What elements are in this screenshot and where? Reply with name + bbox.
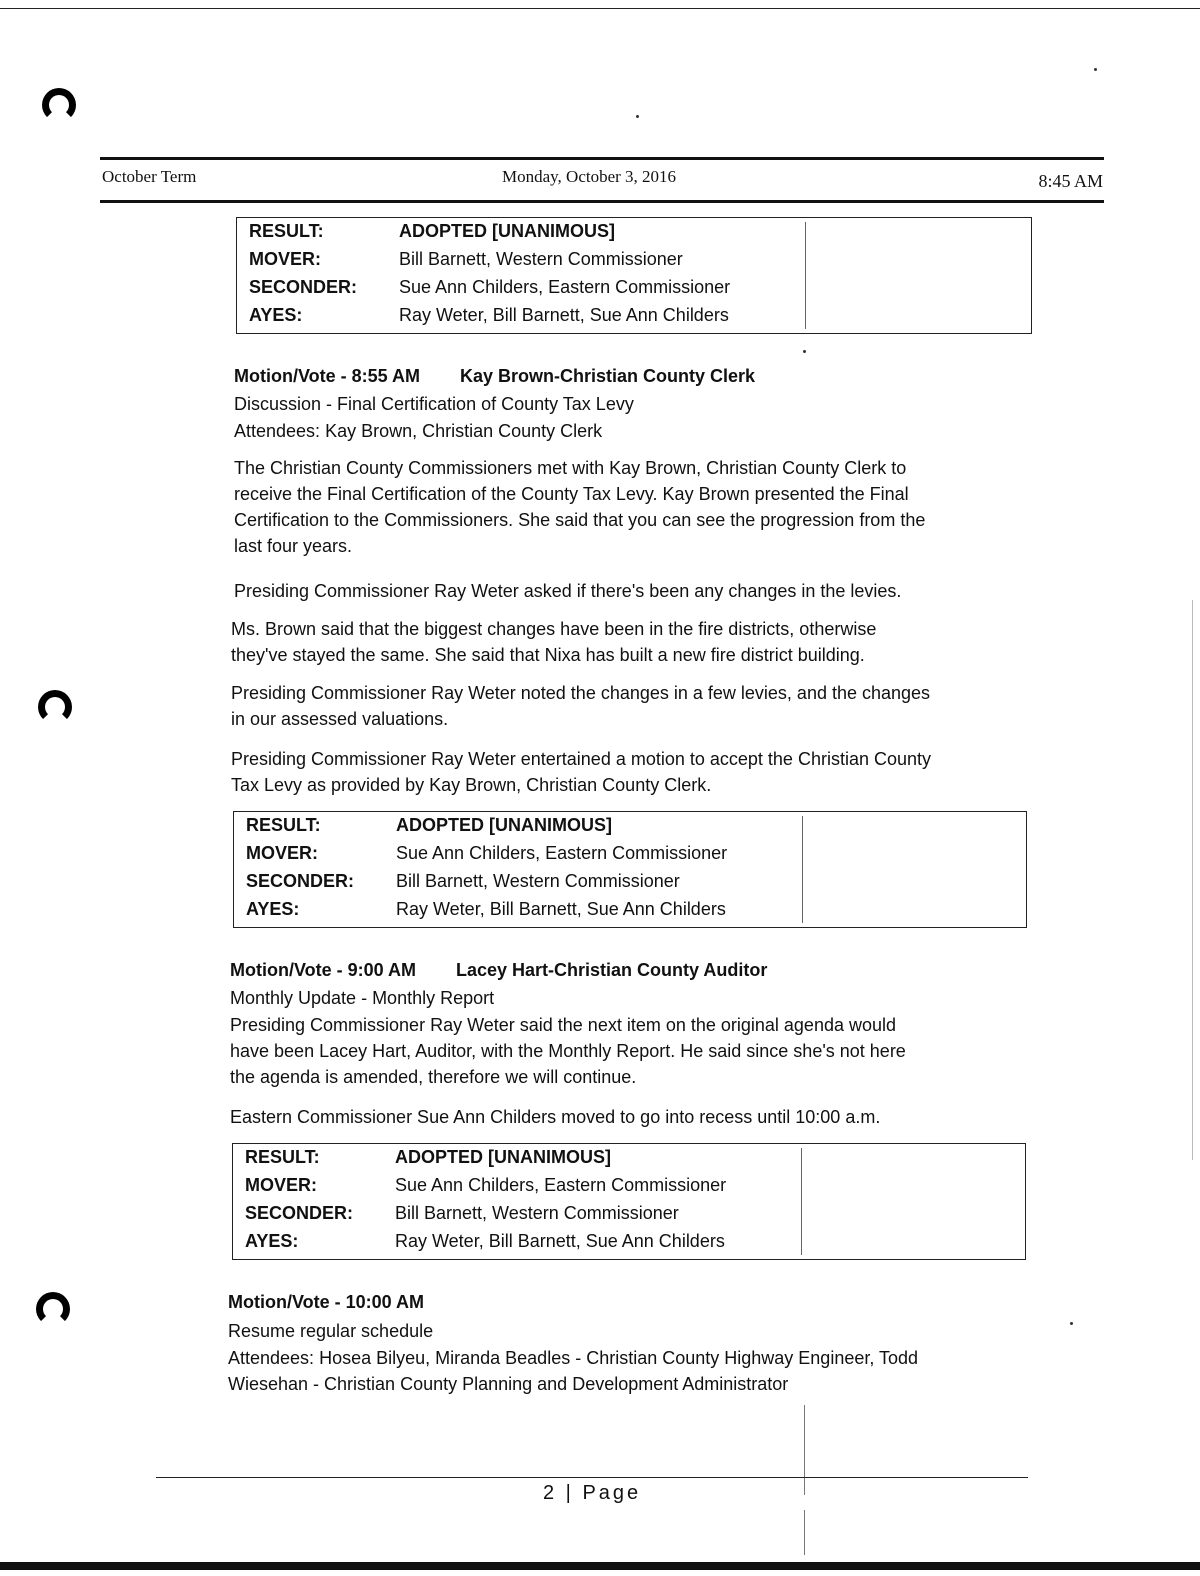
seconder-label: SECONDER: [249,277,358,297]
result-label: RESULT: [246,815,321,835]
paragraph [234,455,925,559]
ayes-label: AYES: [246,899,300,919]
result-value: ADOPTED [UNANIMOUS] [399,221,615,241]
page-footer [543,1482,641,1505]
scan-dash [804,1510,805,1555]
paragraph [230,1012,906,1090]
attendees-line: Attendees: Kay Brown, Christian County Clerk [234,421,603,441]
motion-vote-label: Motion/Vote - 9:00 AM [230,960,416,980]
paragraph-line: Presiding Commissioner Ray Weter asked if there's been any changes in the levies. [234,581,902,601]
punch-hole-icon [38,690,72,724]
mover-label: MOVER: [249,249,321,269]
paragraph [231,746,931,798]
punch-hole-icon [42,88,76,122]
motion-vote-label: Motion/Vote - 10:00 AM [228,1292,425,1312]
seconder-value: Bill Barnett, Western Commissioner [395,1203,679,1223]
mover-label: MOVER: [246,843,318,863]
paragraph-line: receive the Final Certification of the County Tax Levy. Kay Brown presented the Final [234,484,909,504]
section-heading [234,366,755,387]
result-value: ADOPTED [UNANIMOUS] [395,1147,611,1167]
resume-line: Resume regular schedule [228,1321,434,1341]
paragraph [231,616,876,668]
scan-speck [803,350,806,353]
seconder-label: SECONDER: [245,1203,354,1223]
paragraph [230,1104,880,1130]
table-divider [805,222,806,329]
paragraph-line: Presiding Commissioner Ray Weter said the next item on the original agenda would [230,1015,897,1035]
paragraph-line: Ms. Brown said that the biggest changes have been in the fire districts, otherwise [231,619,877,639]
ayes-value: Ray Weter, Bill Barnett, Sue Ann Childers [396,899,726,919]
update-line: Monthly Update - Monthly Report [230,988,495,1008]
paragraph-line: Presiding Commissioner Ray Weter noted the changes in a few levies, and the changes [231,683,931,703]
scan-speck [1094,68,1097,71]
ayes-value: Ray Weter, Bill Barnett, Sue Ann Childers [395,1231,725,1251]
paragraph-line: Attendees: Hosea Bilyeu, Miranda Beadles - Christian County Highway Engineer, Todd [228,1348,919,1368]
section-heading [228,1292,424,1313]
paragraph-line: Wiesehan - Christian County Planning and Development Administrator [228,1374,789,1394]
seconder-label: SECONDER: [246,871,355,891]
scan-dash [804,1405,805,1495]
section-heading [230,960,767,981]
page-word: Page [582,1482,642,1504]
paragraph-line: have been Lacey Hart, Auditor, with the Monthly Report. He said since she's not here [230,1041,906,1061]
scan-edge-right [1192,600,1193,1160]
result-value: ADOPTED [UNANIMOUS] [396,815,612,835]
header-term: October Term [102,167,197,186]
footer-separator: | [557,1482,583,1504]
result-label: RESULT: [249,221,324,241]
table-divider [802,816,803,923]
result-table [236,217,1032,334]
header-date: Monday, October 3, 2016 [502,167,677,186]
ayes-value: Ray Weter, Bill Barnett, Sue Ann Childers [399,305,729,325]
motion-subject: Kay Brown-Christian County Clerk [460,366,756,386]
scan-edge-bottom [0,1562,1200,1570]
ayes-label: AYES: [245,1231,299,1251]
paragraph-line: The Christian County Commissioners met with Kay Brown, Christian County Clerk to [234,458,907,478]
ayes-label: AYES: [249,305,303,325]
paragraph [228,1345,918,1397]
paragraph-line: they've stayed the same. She said that Nixa has built a new fire district building. [231,645,865,665]
footer-rule [156,1477,1028,1478]
motion-vote-label: Motion/Vote - 8:55 AM [234,366,420,386]
scan-speck [1070,1322,1073,1325]
paragraph-line: last four years. [234,536,353,556]
punch-hole-icon [36,1292,70,1326]
paragraph-line: Certification to the Commissioners. She said that you can see the progression from the [234,510,926,530]
result-table [233,811,1027,928]
page-header [100,165,1103,191]
mover-value: Sue Ann Childers, Eastern Commissioner [396,843,728,863]
header-time: 8:45 AM [1038,171,1103,191]
mover-label: MOVER: [245,1175,317,1195]
scan-speck [636,115,639,118]
paragraph-line: Presiding Commissioner Ray Weter entertained a motion to accept the Christian County [231,749,931,769]
seconder-value: Bill Barnett, Western Commissioner [396,871,680,891]
seconder-value: Sue Ann Childers, Eastern Commissioner [399,277,731,297]
paragraph [234,578,901,604]
mover-value: Sue Ann Childers, Eastern Commissioner [395,1175,727,1195]
paragraph-line: Tax Levy as provided by Kay Brown, Christian County Clerk. [231,775,712,795]
header-top-rule [100,157,1104,160]
result-table [232,1143,1026,1260]
paragraph-line: the agenda is amended, therefore we will continue. [230,1067,637,1087]
paragraph-line: in our assessed valuations. [231,709,449,729]
table-divider [801,1148,802,1255]
discussion-line: Discussion - Final Certification of County Tax Levy [234,394,634,414]
header-bottom-rule [100,200,1104,203]
page-number: 2 [543,1482,558,1504]
result-label: RESULT: [245,1147,320,1167]
scan-edge-top [0,8,1200,9]
paragraph-line: Eastern Commissioner Sue Ann Childers moved to go into recess until 10:00 a.m. [230,1107,881,1127]
motion-subject: Lacey Hart-Christian County Auditor [456,960,768,980]
mover-value: Bill Barnett, Western Commissioner [399,249,683,269]
paragraph [231,680,930,732]
